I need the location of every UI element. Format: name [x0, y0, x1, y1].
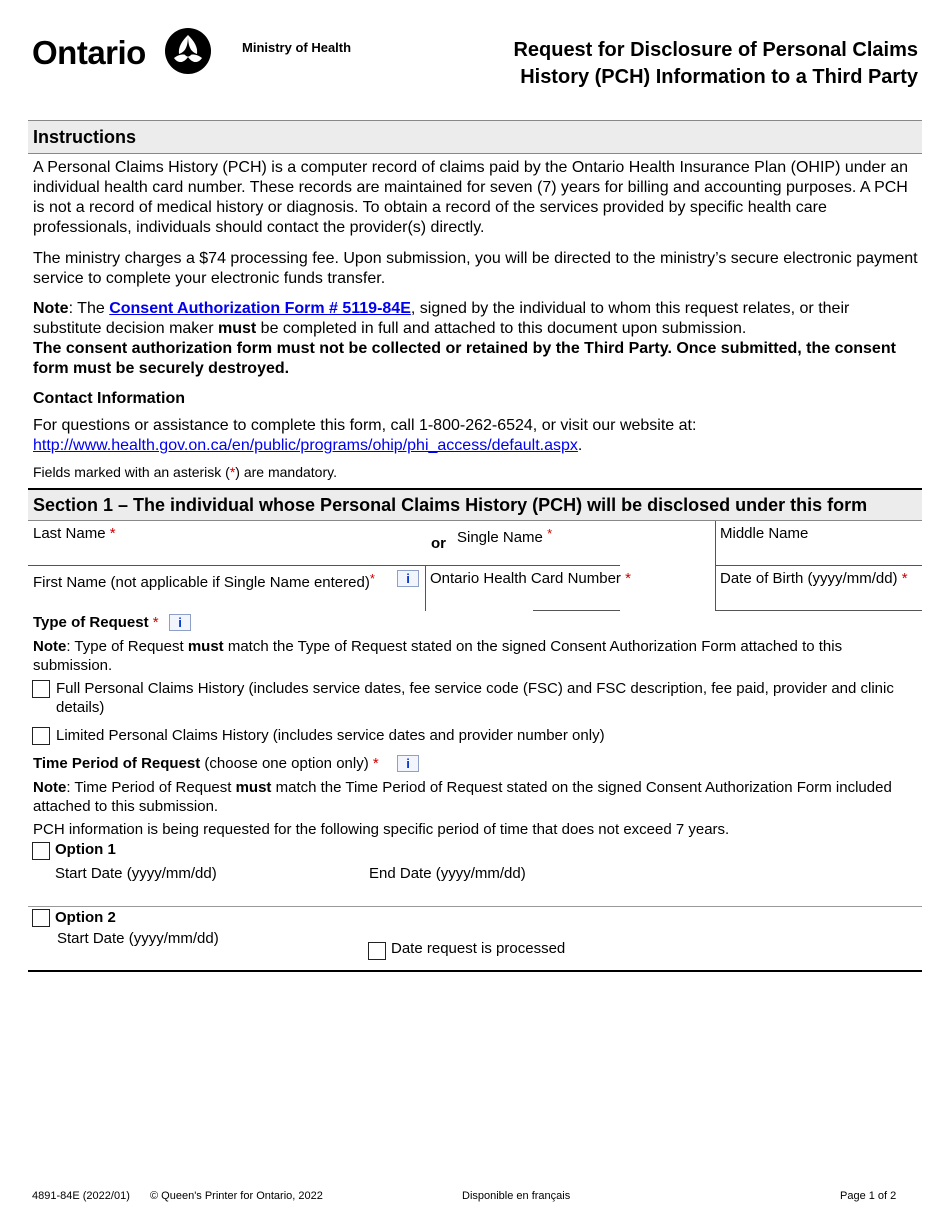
time-period-info-icon[interactable]: i [397, 755, 419, 772]
option-2-checkbox[interactable] [32, 909, 50, 927]
option-2-label: Option 2 [55, 909, 116, 926]
ministry-name: Ministry of Health [242, 40, 352, 55]
section-1-heading: Section 1 – The individual whose Personal Claims History (PCH) will be disclosed under this form [28, 488, 922, 521]
first-name-field[interactable]: First Name (not applicable if Single Name entered)* [33, 571, 375, 591]
full-pch-checkbox[interactable] [32, 680, 50, 698]
option-1-checkbox[interactable] [32, 842, 50, 860]
mandatory-fields-note: Fields marked with an asterisk (*) are mandatory. [33, 464, 337, 480]
option-1-start-date-field[interactable]: Start Date (yyyy/mm/dd) [55, 865, 217, 882]
time-period-note: Note: Time Period of Request must match the Time Period of Request stated on the signed Consent Authorization Form included attached to this submission. [33, 779, 892, 815]
single-name-field[interactable]: Single Name * [457, 526, 553, 546]
form-title: Request for Disclosure of Personal Claims History (PCH) Information to a Third Party [513, 39, 918, 88]
last-name-field[interactable]: Last Name * [33, 525, 116, 542]
or-label: or [431, 535, 446, 552]
health-card-field[interactable]: Ontario Health Card Number * [430, 570, 631, 587]
limited-pch-checkbox[interactable] [32, 727, 50, 745]
page-number: Page 1 of 2 [840, 1190, 897, 1202]
trillium-logo-icon [164, 27, 212, 75]
consent-note: Note: The Consent Authorization Form # 5119-84E, signed by the individual to whom this request relates, or their substitute decision maker must be completed in full and attached to this document upon submission. The consent authorization form must not be collected or retained by the Third Party. Once submitted, the consent form must be securely destroyed. [33, 299, 918, 379]
instructions-paragraph-1: A Personal Claims History (PCH) is a computer record of claims paid by the Ontario Health Insurance Plan (OHIP) under an individual health card number. These records are maintained for seven (7) years for billing and accounting purposes. A PCH is not a record of medical history or diagnosis. To obtain a record of the services provided by specific health care professionals, individuals should contact the provider(s) directly. [33, 159, 909, 236]
consent-form-link[interactable]: Consent Authorization Form # 5119-84E [109, 300, 411, 317]
type-of-request-note: Note: Type of Request must match the Type of Request stated on the signed Consent Authorization Form attached to this submission. [33, 638, 843, 674]
time-period-label: Time Period of Request (choose one option only) * [33, 755, 379, 772]
consent-warning: The consent authorization form must not be collected or retained by the Third Party. Once submitted, the consent form must be securely destroyed. [33, 340, 896, 377]
date-of-birth-field[interactable]: Date of Birth (yyyy/mm/dd) * [720, 570, 908, 587]
option-1-end-date-field[interactable]: End Date (yyyy/mm/dd) [369, 865, 526, 882]
period-description: PCH information is being requested for the following specific period of time that does not exceed 7 years. [33, 821, 730, 838]
date-processed-label: Date request is processed [391, 940, 566, 957]
limited-pch-label: Limited Personal Claims History (includes service dates and provider number only) [56, 727, 605, 744]
form-number: 4891-84E (2022/01) [32, 1190, 130, 1202]
type-of-request-info-icon[interactable]: i [169, 614, 191, 631]
full-pch-label: Full Personal Claims History (includes service dates, fee service code (FSC) and FSC description, fee paid, provider and clinic details) [56, 680, 894, 716]
ontario-logo-text: Ontario [32, 34, 146, 71]
middle-name-field[interactable]: Middle Name [720, 525, 809, 542]
instructions-heading: Instructions [28, 120, 922, 154]
french-availability: Disponible en français [462, 1190, 571, 1202]
type-of-request-label: Type of Request * [33, 614, 159, 631]
copyright: © Queen's Printer for Ontario, 2022 [150, 1190, 323, 1202]
contact-info: For questions or assistance to complete this form, call 1-800-262-6524, or visit our website at: http://www.health.gov.on.ca/en/public/programs/ohip/phi_access/default.aspx. [33, 417, 697, 454]
first-name-info-icon[interactable]: i [397, 570, 419, 587]
option-1-label: Option 1 [55, 841, 116, 858]
date-processed-checkbox[interactable] [368, 942, 386, 960]
instructions-paragraph-2: The ministry charges a $74 processing fee. Upon submission, you will be directed to the ministry’s secure electronic payment service to complete your electronic funds transfer. [33, 250, 918, 287]
option-2-start-date-field[interactable]: Start Date (yyyy/mm/dd) [57, 930, 219, 947]
ministry-website-link[interactable]: http://www.health.gov.on.ca/en/public/programs/ohip/phi_access/default.aspx [33, 437, 578, 454]
contact-heading: Contact Information [33, 390, 185, 407]
